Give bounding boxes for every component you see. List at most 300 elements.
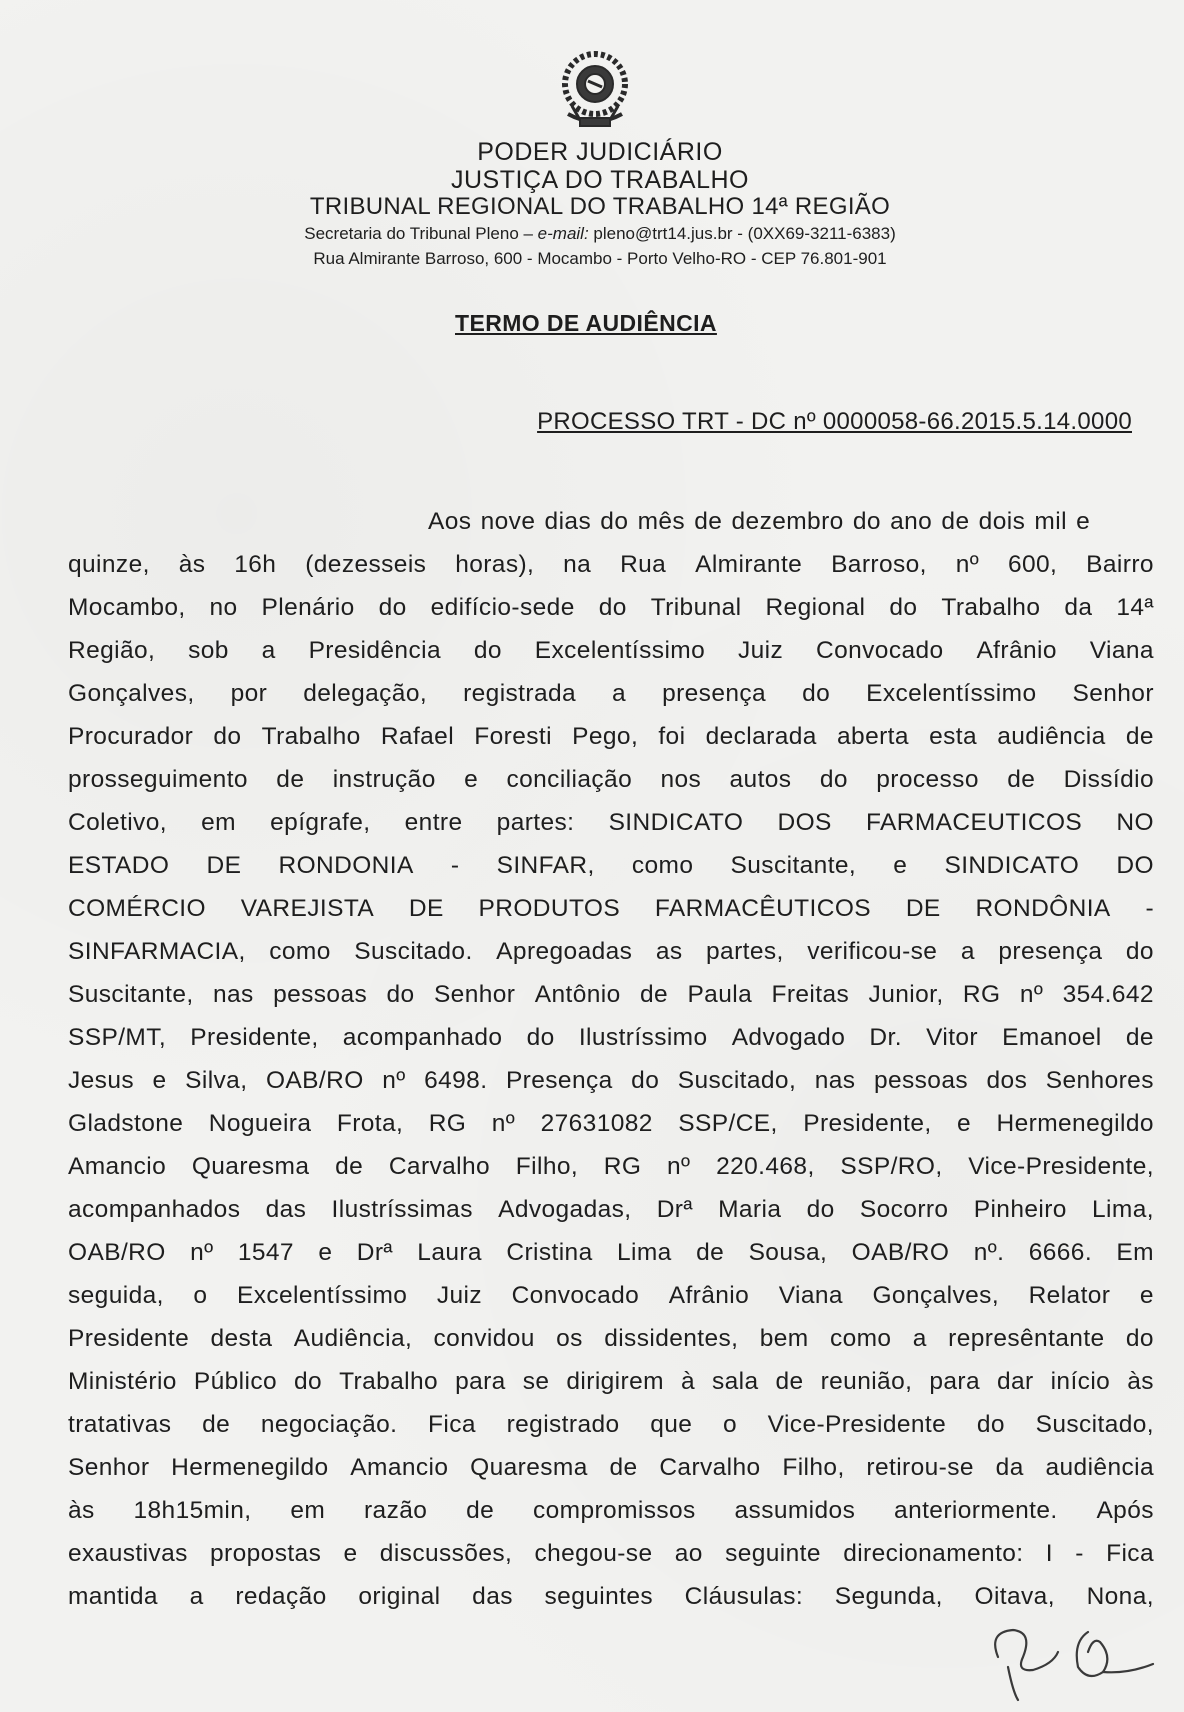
body-word: Rafael bbox=[380, 723, 455, 750]
body-word: Convocado bbox=[816, 637, 944, 664]
body-word: (dezesseis bbox=[305, 551, 427, 578]
body-word: de bbox=[335, 1153, 364, 1180]
body-word: verificou-se bbox=[807, 938, 938, 965]
body-word: nº bbox=[491, 1110, 516, 1137]
body-word: Gonçalves, bbox=[872, 1282, 1000, 1309]
body-word: para bbox=[455, 1368, 506, 1395]
body-word: reunião, bbox=[820, 1368, 913, 1395]
body-word: em bbox=[201, 809, 236, 836]
body-word: Afrânio bbox=[668, 1282, 750, 1309]
body-word: Regional bbox=[765, 594, 866, 621]
body-word: horas), bbox=[455, 551, 535, 578]
body-word: partes: bbox=[496, 809, 575, 836]
body-word: DO bbox=[1116, 852, 1154, 879]
body-word: de bbox=[696, 1239, 725, 1266]
body-word: Sousa, bbox=[748, 1239, 828, 1266]
body-word: SINFAR, bbox=[496, 852, 595, 879]
body-word: dos bbox=[986, 1067, 1028, 1094]
body-word: aberta bbox=[837, 723, 909, 750]
body-word: Presidência bbox=[308, 637, 441, 664]
body-word: convidou bbox=[433, 1325, 535, 1352]
body-word: OAB/RO bbox=[68, 1239, 166, 1266]
body-word: Relator bbox=[1028, 1282, 1111, 1309]
body-word: Junior, bbox=[868, 981, 944, 1008]
body-word: direcionamento: bbox=[843, 1540, 1024, 1567]
body-word: à bbox=[680, 1368, 695, 1395]
body-word: 220.468, bbox=[716, 1153, 815, 1180]
body-line bbox=[68, 586, 1154, 629]
body-word: Filho, bbox=[515, 1153, 579, 1180]
body-word: Suscitado. bbox=[354, 938, 473, 965]
body-word: do bbox=[889, 594, 918, 621]
body-word: redação bbox=[235, 1583, 327, 1610]
body-word: 6498. bbox=[424, 1067, 488, 1094]
body-word: nº bbox=[382, 1067, 406, 1094]
body-word: para bbox=[929, 1368, 980, 1395]
body-word: 27631082 bbox=[540, 1110, 653, 1137]
body-word: do bbox=[976, 1411, 1005, 1438]
body-word: original bbox=[358, 1583, 441, 1610]
body-word: nº bbox=[667, 1153, 691, 1180]
body-word: 354.642 bbox=[1062, 981, 1154, 1008]
body-word: pessoas bbox=[273, 981, 368, 1008]
body-word: a bbox=[960, 938, 975, 965]
body-word: discussões, bbox=[379, 1540, 513, 1567]
body-word: e bbox=[343, 1540, 358, 1567]
body-word: de bbox=[609, 1454, 638, 1481]
body-word: Emanoel bbox=[1002, 1024, 1102, 1051]
body-word: Trabalho bbox=[261, 723, 361, 750]
body-word: RONDÔNIA bbox=[975, 895, 1111, 922]
body-paragraph bbox=[68, 500, 1154, 1618]
body-word: do bbox=[378, 594, 407, 621]
body-line bbox=[68, 801, 1154, 844]
body-word: DOS bbox=[777, 809, 832, 836]
body-word: Presidente, bbox=[190, 1024, 319, 1051]
body-word: quinze, bbox=[68, 551, 150, 578]
body-word: Carvalho bbox=[388, 1153, 491, 1180]
body-word: Viana bbox=[1089, 637, 1154, 664]
body-line-text: Aos nove dias do mês de dezembro do ano de dois mil e bbox=[428, 508, 1091, 535]
body-word: conciliação bbox=[506, 766, 633, 793]
body-word: do bbox=[473, 637, 502, 664]
body-word: DE bbox=[408, 895, 444, 922]
body-word: razão bbox=[363, 1497, 428, 1524]
body-word: Ilustríssimas bbox=[331, 1196, 473, 1223]
body-word: Nona, bbox=[1086, 1583, 1154, 1610]
body-word: Antônio bbox=[534, 981, 621, 1008]
body-word: VAREJISTA bbox=[240, 895, 375, 922]
body-word: do bbox=[802, 680, 831, 707]
body-line bbox=[68, 1102, 1154, 1145]
body-word: Hermenegildo bbox=[171, 1454, 329, 1481]
body-word: no bbox=[209, 594, 238, 621]
header-address: Rua Almirante Barroso, 600 - Mocambo - Porto Velho-RO - CEP 76.801-901 bbox=[313, 249, 887, 268]
body-word: - bbox=[450, 852, 460, 879]
body-word: entre bbox=[404, 809, 463, 836]
body-word: Hermenegildo bbox=[996, 1110, 1154, 1137]
process-number: PROCESSO TRT - DC nº 0000058-66.2015.5.14.0000 bbox=[537, 408, 1132, 435]
body-word: Cláusulas: bbox=[684, 1583, 804, 1610]
body-line bbox=[68, 1489, 1154, 1532]
body-word: o bbox=[722, 1411, 737, 1438]
body-word: Quaresma bbox=[470, 1454, 588, 1481]
body-word: os bbox=[556, 1325, 583, 1352]
body-word: DE bbox=[206, 852, 242, 879]
body-word: Cristina bbox=[506, 1239, 593, 1266]
body-word: de bbox=[640, 981, 669, 1008]
body-word: Trabalho bbox=[941, 594, 1041, 621]
body-word: foi bbox=[658, 723, 686, 750]
body-word: SSP/MT, bbox=[68, 1024, 167, 1051]
body-word: Nogueira bbox=[208, 1110, 312, 1137]
body-word: Fica bbox=[428, 1411, 476, 1438]
body-word: - bbox=[1145, 895, 1154, 922]
body-word: Paula bbox=[687, 981, 753, 1008]
body-word: Lima bbox=[617, 1239, 672, 1266]
body-word: Juiz bbox=[737, 637, 784, 664]
body-word: Senhor bbox=[68, 1454, 150, 1481]
body-line bbox=[68, 1532, 1154, 1575]
body-word: SINDICATO bbox=[608, 809, 744, 836]
body-word: a bbox=[261, 637, 276, 664]
body-word: a bbox=[612, 680, 627, 707]
body-word: 600, bbox=[1007, 551, 1058, 578]
body-word: Jesus bbox=[68, 1067, 135, 1094]
body-word: ESTADO bbox=[68, 852, 170, 879]
body-line bbox=[68, 500, 1154, 543]
body-word: - bbox=[1075, 1540, 1084, 1567]
body-line bbox=[68, 1059, 1154, 1102]
body-word: Presença bbox=[505, 1067, 613, 1094]
body-word: I bbox=[1045, 1540, 1053, 1567]
body-word: de bbox=[1125, 723, 1154, 750]
body-word: Presidente, bbox=[803, 1110, 932, 1137]
body-word: Quaresma bbox=[191, 1153, 310, 1180]
body-word: como bbox=[631, 852, 694, 879]
body-word: RG bbox=[962, 981, 1001, 1008]
body-word: da bbox=[1064, 594, 1093, 621]
body-word: SSP/RO, bbox=[840, 1153, 943, 1180]
body-word: acompanhado bbox=[342, 1024, 503, 1051]
body-line bbox=[68, 930, 1154, 973]
body-word: Presidente bbox=[68, 1325, 190, 1352]
body-word: Viana bbox=[778, 1282, 843, 1309]
body-word: Amancio bbox=[350, 1454, 449, 1481]
body-word: Coletivo, bbox=[68, 809, 167, 836]
body-word: 1547 bbox=[237, 1239, 294, 1266]
body-word: a bbox=[189, 1583, 204, 1610]
body-word: Dr. bbox=[869, 1024, 902, 1051]
document-title: TERMO DE AUDIÊNCIA bbox=[455, 310, 717, 336]
body-word: Amancio bbox=[68, 1153, 167, 1180]
body-word: Advogado bbox=[731, 1024, 846, 1051]
body-word: do bbox=[598, 594, 627, 621]
body-word: 18h15min, bbox=[133, 1497, 252, 1524]
body-word: de bbox=[1125, 1024, 1154, 1051]
body-word: Dissídio bbox=[1063, 766, 1154, 793]
body-word: SINDICATO bbox=[944, 852, 1080, 879]
body-word: presença bbox=[662, 680, 767, 707]
body-word: nº. bbox=[973, 1239, 1005, 1266]
body-word: SINFARMACIA, bbox=[68, 938, 246, 965]
body-word: o bbox=[193, 1282, 208, 1309]
body-word: por bbox=[230, 680, 268, 707]
body-word: nos bbox=[660, 766, 702, 793]
body-word: ao bbox=[674, 1540, 703, 1567]
body-word: Socorro bbox=[859, 1196, 949, 1223]
email-label: e-mail: bbox=[537, 224, 589, 243]
header-tribunal-name: TRIBUNAL REGIONAL DO TRABALHO 14ª REGIÃO bbox=[309, 193, 891, 220]
body-word: das bbox=[265, 1196, 307, 1223]
header-contact bbox=[180, 224, 1020, 244]
body-word: nº bbox=[190, 1239, 214, 1266]
body-line bbox=[68, 1446, 1154, 1489]
body-word: como bbox=[269, 938, 331, 965]
body-line bbox=[68, 844, 1154, 887]
body-word: e bbox=[1139, 1282, 1154, 1309]
body-word: presença bbox=[998, 938, 1103, 965]
body-line bbox=[68, 1317, 1154, 1360]
body-word: desta bbox=[210, 1325, 273, 1352]
body-word: FARMACEUTICOS bbox=[865, 809, 1083, 836]
body-word: do bbox=[1125, 1325, 1154, 1352]
body-word: de bbox=[1007, 766, 1036, 793]
body-word: bem bbox=[759, 1325, 809, 1352]
body-line bbox=[68, 672, 1154, 715]
body-word: Bairro bbox=[1086, 551, 1154, 578]
body-word: Ministério bbox=[68, 1368, 177, 1395]
body-word: sob bbox=[188, 637, 229, 664]
body-word: OAB/RO bbox=[265, 1067, 364, 1094]
body-word: 16h bbox=[234, 551, 277, 578]
header-labor-justice: JUSTIÇA DO TRABALHO bbox=[451, 166, 749, 194]
body-word: Drª bbox=[356, 1239, 393, 1266]
body-line bbox=[68, 1274, 1154, 1317]
body-word: Em bbox=[1116, 1239, 1154, 1266]
body-word: nº bbox=[955, 551, 980, 578]
body-word: edifício-sede bbox=[430, 594, 575, 621]
body-line bbox=[68, 1360, 1154, 1403]
body-word: Juiz bbox=[436, 1282, 483, 1309]
body-line bbox=[68, 629, 1154, 672]
body-word: negociação. bbox=[260, 1411, 398, 1438]
body-word: anteriormente. bbox=[894, 1497, 1058, 1524]
body-word: Suscitante, bbox=[68, 981, 194, 1008]
body-word: Após bbox=[1096, 1497, 1154, 1524]
body-word: Advogadas, bbox=[498, 1196, 632, 1223]
body-word: dar bbox=[996, 1368, 1034, 1395]
body-word: acompanhados bbox=[68, 1196, 241, 1223]
body-word: processo bbox=[876, 766, 979, 793]
body-word: Senhor bbox=[1072, 680, 1154, 707]
body-word: Suscitante, bbox=[730, 852, 857, 879]
body-word: represêntante bbox=[948, 1325, 1105, 1352]
body-word: FARMACÊUTICOS bbox=[654, 895, 872, 922]
body-word: exaustivas bbox=[68, 1540, 188, 1567]
body-word: Lima, bbox=[1092, 1196, 1154, 1223]
body-word: Convocado bbox=[511, 1282, 640, 1309]
body-word: Fica bbox=[1106, 1540, 1154, 1567]
body-word: Vitor bbox=[926, 1024, 978, 1051]
body-word: Suscitado, bbox=[1035, 1411, 1154, 1438]
body-line bbox=[68, 1188, 1154, 1231]
body-line bbox=[68, 758, 1154, 801]
body-word: prosseguimento bbox=[68, 766, 248, 793]
body-word: Senhores bbox=[1045, 1067, 1154, 1094]
body-word: de bbox=[202, 1411, 231, 1438]
body-word: Suscitado, bbox=[677, 1067, 797, 1094]
body-word: se bbox=[522, 1368, 550, 1395]
body-word: do bbox=[819, 766, 848, 793]
body-word: do bbox=[1125, 938, 1154, 965]
body-word: e bbox=[152, 1067, 167, 1094]
body-word: Trabalho bbox=[339, 1368, 439, 1395]
body-word: Mocambo, bbox=[68, 594, 186, 621]
body-word: da bbox=[995, 1454, 1024, 1481]
body-word: NO bbox=[1116, 809, 1154, 836]
body-word: Laura bbox=[417, 1239, 482, 1266]
body-word: pessoas bbox=[873, 1067, 968, 1094]
body-word: registrado bbox=[506, 1411, 620, 1438]
body-word: tratativas bbox=[68, 1411, 172, 1438]
body-word: Audiência, bbox=[293, 1325, 413, 1352]
body-word: do bbox=[806, 1196, 835, 1223]
body-word: Afrânio bbox=[976, 637, 1057, 664]
body-word: Pego, bbox=[572, 723, 639, 750]
body-word: Tribunal bbox=[650, 594, 742, 621]
body-word: de bbox=[775, 1368, 804, 1395]
contact-prefix: Secretaria do Tribunal Pleno – bbox=[304, 224, 538, 243]
body-word: assumidos bbox=[734, 1497, 856, 1524]
body-word: RG bbox=[603, 1153, 642, 1180]
body-line bbox=[68, 715, 1154, 758]
body-word: das bbox=[472, 1583, 513, 1610]
body-word: audiência bbox=[1045, 1454, 1154, 1481]
body-word: dirigirem bbox=[566, 1368, 664, 1395]
body-word: início bbox=[1050, 1368, 1111, 1395]
body-word: Vice-Presidente, bbox=[968, 1153, 1154, 1180]
body-word: propostas bbox=[210, 1540, 322, 1567]
body-word: delegação, bbox=[303, 680, 428, 707]
body-word: Pinheiro bbox=[973, 1196, 1067, 1223]
handwritten-initials bbox=[978, 1612, 1168, 1702]
body-word: declarada bbox=[705, 723, 817, 750]
body-word: 14ª bbox=[1116, 594, 1154, 621]
body-line bbox=[68, 973, 1154, 1016]
body-word: PRODUTOS bbox=[478, 895, 621, 922]
body-line bbox=[68, 1403, 1154, 1446]
body-word: partes, bbox=[706, 938, 784, 965]
body-line bbox=[68, 1145, 1154, 1188]
body-word: autos bbox=[729, 766, 792, 793]
body-word: às bbox=[178, 551, 206, 578]
body-word: Silva, bbox=[185, 1067, 248, 1094]
body-word: epígrafe, bbox=[270, 809, 371, 836]
body-word: esta bbox=[929, 723, 977, 750]
body-word: como bbox=[829, 1325, 892, 1352]
body-word: do bbox=[294, 1368, 323, 1395]
body-word: RONDONIA bbox=[278, 852, 414, 879]
body-word: Senhor bbox=[433, 981, 516, 1008]
body-word: 6666. bbox=[1028, 1239, 1093, 1266]
body-word: Frota, bbox=[336, 1110, 404, 1137]
body-word: as bbox=[655, 938, 683, 965]
body-word: Público bbox=[193, 1368, 277, 1395]
body-word: às bbox=[1127, 1368, 1154, 1395]
body-word: de bbox=[276, 766, 305, 793]
body-word: Gonçalves, bbox=[68, 680, 195, 707]
body-word: Gladstone bbox=[68, 1110, 184, 1137]
body-word: e bbox=[318, 1239, 333, 1266]
body-word: Maria bbox=[718, 1196, 782, 1223]
body-word: nas bbox=[212, 981, 254, 1008]
body-word: Plenário bbox=[261, 594, 355, 621]
body-word: que bbox=[650, 1411, 693, 1438]
header-court-branch: PODER JUDICIÁRIO bbox=[477, 138, 723, 166]
body-word: seguinte bbox=[725, 1540, 821, 1567]
body-word: Excelentíssimo bbox=[236, 1282, 408, 1309]
body-word: Apregoadas bbox=[496, 938, 633, 965]
body-word: Segunda, bbox=[834, 1583, 943, 1610]
body-word: SSP/CE, bbox=[678, 1110, 778, 1137]
body-word: Excelentíssimo bbox=[866, 680, 1037, 707]
body-line bbox=[68, 1231, 1154, 1274]
body-word: do bbox=[631, 1067, 660, 1094]
body-word: seguida, bbox=[68, 1282, 164, 1309]
body-word: registrada bbox=[463, 680, 577, 707]
body-word: e bbox=[893, 852, 908, 879]
body-word: Drª bbox=[656, 1196, 693, 1223]
body-word: nº bbox=[1019, 981, 1044, 1008]
body-word: DE bbox=[905, 895, 941, 922]
body-word: e bbox=[957, 1110, 972, 1137]
body-line bbox=[68, 1016, 1154, 1059]
body-word: Almirante bbox=[695, 551, 803, 578]
body-word: COMÉRCIO bbox=[68, 895, 206, 922]
body-word: Foresti bbox=[474, 723, 552, 750]
body-word: Vice-Presidente bbox=[767, 1411, 947, 1438]
body-word: instrução bbox=[332, 766, 436, 793]
body-word: sala bbox=[711, 1368, 759, 1395]
body-word: chegou-se bbox=[534, 1540, 653, 1567]
body-word: Excelentíssimo bbox=[534, 637, 706, 664]
body-word: RG bbox=[428, 1110, 467, 1137]
body-word: Ilustríssimo bbox=[578, 1024, 708, 1051]
body-word: às bbox=[68, 1497, 95, 1524]
body-word: OAB/RO bbox=[851, 1239, 950, 1266]
body-word: Filho, bbox=[782, 1454, 845, 1481]
body-word: e bbox=[464, 766, 479, 793]
body-word: do bbox=[526, 1024, 555, 1051]
body-word: mantida bbox=[68, 1583, 158, 1610]
body-word: na bbox=[563, 551, 592, 578]
body-word: Oitava, bbox=[974, 1583, 1055, 1610]
body-line bbox=[68, 887, 1154, 930]
body-word: do bbox=[386, 981, 415, 1008]
body-word: de bbox=[466, 1497, 495, 1524]
body-word: seguintes bbox=[544, 1583, 654, 1610]
body-word: Rua bbox=[620, 551, 667, 578]
body-word: Carvalho bbox=[659, 1454, 761, 1481]
body-word: dissidentes, bbox=[604, 1325, 739, 1352]
body-word: do bbox=[213, 723, 242, 750]
body-word: em bbox=[290, 1497, 326, 1524]
body-word: compromissos bbox=[532, 1497, 696, 1524]
body-line bbox=[68, 543, 1154, 586]
body-word: nas bbox=[814, 1067, 856, 1094]
body-word: audiência bbox=[997, 723, 1106, 750]
